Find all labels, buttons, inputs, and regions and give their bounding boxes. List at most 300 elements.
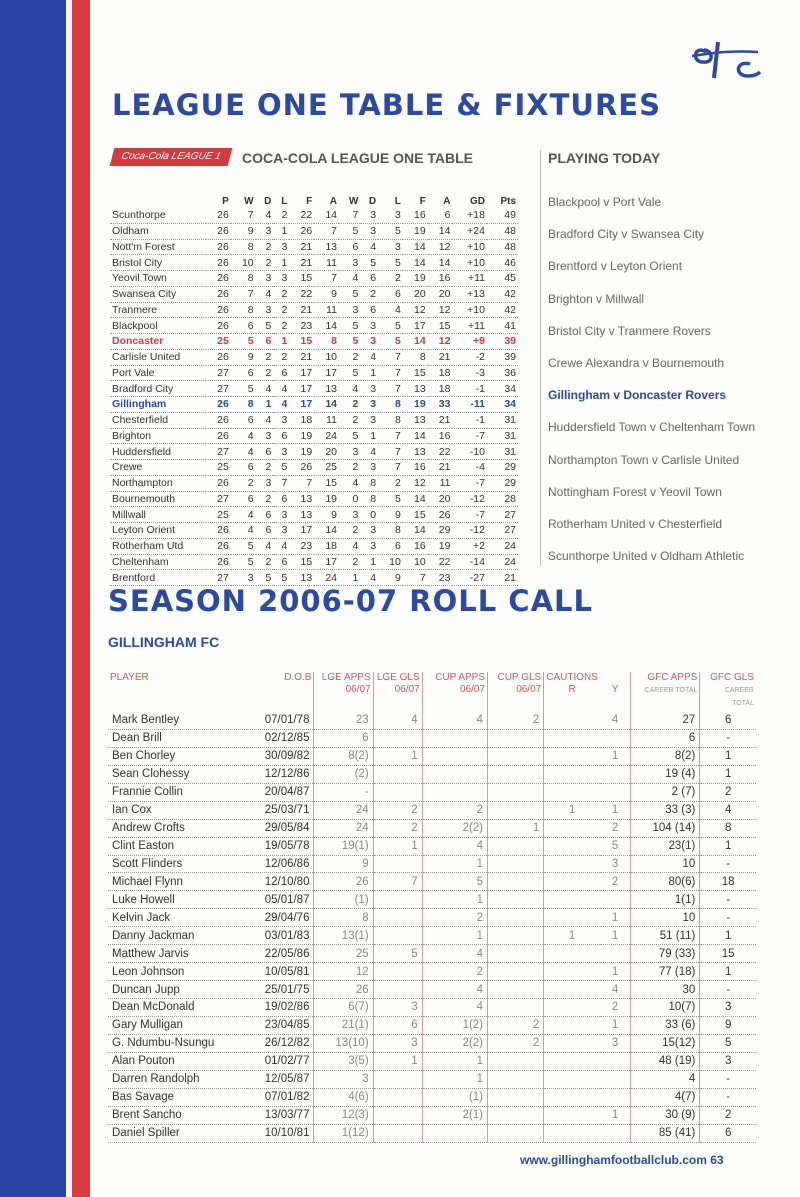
cup-apps: 1 bbox=[422, 1070, 487, 1088]
player-name: Andrew Crofts bbox=[108, 819, 247, 837]
league-cell: 15 bbox=[289, 271, 314, 287]
league-cell: 5 bbox=[378, 255, 403, 271]
league-cell: +24 bbox=[452, 223, 487, 239]
player-row bbox=[108, 729, 756, 747]
league-cell: 13 bbox=[403, 412, 428, 428]
league-cell: 7 bbox=[378, 428, 403, 444]
league-cell: -14 bbox=[452, 554, 487, 570]
league-col-12: GD bbox=[469, 195, 485, 207]
league-row bbox=[110, 223, 518, 239]
cautions-y bbox=[600, 783, 631, 801]
league-col-6: A bbox=[329, 195, 337, 207]
league-cell: 4 bbox=[378, 302, 403, 318]
league-cell: 27 bbox=[487, 507, 518, 523]
league-cell: 2 bbox=[256, 255, 274, 271]
cautions-y: 2 bbox=[600, 999, 631, 1017]
cup-gls bbox=[488, 1124, 544, 1142]
player-dob: 01/02/77 bbox=[247, 1052, 314, 1070]
league-cell: 3 bbox=[360, 381, 378, 397]
league-cell: 5 bbox=[339, 286, 360, 302]
player-row bbox=[108, 837, 756, 855]
cup-apps: 4 bbox=[422, 837, 487, 855]
league-cell: 21 bbox=[428, 349, 453, 365]
league-cell: 29 bbox=[487, 475, 518, 491]
league-cell: 3 bbox=[360, 318, 378, 334]
player-name: Kelvin Jack bbox=[108, 909, 247, 927]
league-cell: -12 bbox=[452, 491, 487, 507]
league-cell: +10 bbox=[452, 239, 487, 255]
league-col-3: D bbox=[264, 195, 272, 207]
league-cell: 6 bbox=[273, 428, 289, 444]
fixture-item: Northampton Town v Carlisle United bbox=[548, 452, 740, 467]
gfc-gls: - bbox=[700, 891, 756, 909]
league-row bbox=[110, 302, 518, 318]
league-cell: 26 bbox=[206, 286, 231, 302]
league-cell: 10 bbox=[231, 255, 256, 271]
league-cell: 26 bbox=[206, 397, 231, 413]
player-name: Daniel Spiller bbox=[108, 1124, 247, 1142]
gfc-gls: 1 bbox=[700, 747, 756, 765]
lge-apps: 12(3) bbox=[314, 1106, 373, 1124]
league-cell: -2 bbox=[452, 349, 487, 365]
col-gfc-apps: GFC APPS CAREER TOTAL bbox=[631, 672, 700, 712]
team-name: Bournemouth bbox=[110, 491, 206, 507]
club-name: GILLINGHAM FC bbox=[108, 634, 220, 650]
league-cell: 3 bbox=[256, 475, 274, 491]
cup-gls bbox=[488, 747, 544, 765]
gfc-apps: 10 bbox=[631, 855, 700, 873]
league-cell: -11 bbox=[452, 397, 487, 413]
player-row bbox=[108, 1070, 756, 1088]
player-row bbox=[108, 1106, 756, 1124]
lge-apps: 6 bbox=[314, 729, 373, 747]
gfc-apps: 33 (3) bbox=[631, 801, 700, 819]
cautions-r bbox=[544, 765, 600, 783]
gfc-apps: 77 (18) bbox=[631, 963, 700, 981]
league-cell: 16 bbox=[428, 271, 453, 287]
league-cell: 26 bbox=[206, 349, 231, 365]
gfc-apps: 10(7) bbox=[631, 999, 700, 1017]
fixture-item: Nottingham Forest v Yeovil Town bbox=[548, 484, 722, 499]
league-cell: 3 bbox=[273, 412, 289, 428]
playing-today-title: PLAYING TODAY bbox=[548, 150, 661, 166]
player-row bbox=[108, 981, 756, 999]
league-cell: 2 bbox=[256, 365, 274, 381]
gfc-gls: - bbox=[700, 1088, 756, 1106]
gfc-apps: 6 bbox=[631, 729, 700, 747]
league-cell: 5 bbox=[231, 554, 256, 570]
col-lge-gls: LGE GLS 06/07 bbox=[373, 672, 422, 712]
fixture-item: Brighton v Millwall bbox=[548, 291, 645, 306]
league-cell: 23 bbox=[428, 570, 453, 586]
league-cell: 7 bbox=[314, 271, 339, 287]
gfc-apps: 2 (7) bbox=[631, 783, 700, 801]
league-cell: 6 bbox=[231, 491, 256, 507]
league-row bbox=[110, 491, 518, 507]
fixtures-list bbox=[548, 188, 778, 574]
cautions-r bbox=[544, 1070, 600, 1088]
league-cell: 14 bbox=[403, 334, 428, 350]
league-cell: 2 bbox=[273, 349, 289, 365]
cautions-r bbox=[544, 981, 600, 999]
lge-gls: 5 bbox=[373, 945, 422, 963]
league-cell: 2 bbox=[256, 491, 274, 507]
gfc-apps: 33 (6) bbox=[631, 1016, 700, 1034]
league-cell: 2 bbox=[256, 554, 274, 570]
league-cell: 3 bbox=[339, 444, 360, 460]
league-cell: 23 bbox=[289, 538, 314, 554]
cup-gls bbox=[488, 801, 544, 819]
league-col-8: D bbox=[368, 195, 377, 207]
lge-apps: 4(6) bbox=[314, 1088, 373, 1106]
player-name: Frannie Collin bbox=[108, 783, 247, 801]
league-cell: 1 bbox=[360, 554, 378, 570]
team-name: Brighton bbox=[110, 428, 206, 444]
cautions-y: 4 bbox=[600, 712, 631, 729]
league-cell: 4 bbox=[339, 381, 360, 397]
league-cell: 1 bbox=[360, 365, 378, 381]
league-cell: 7 bbox=[231, 286, 256, 302]
page-title: LEAGUE ONE TABLE & FIXTURES bbox=[112, 88, 661, 122]
league-cell: 19 bbox=[428, 538, 453, 554]
league-cell: 13 bbox=[403, 381, 428, 397]
lge-apps: 24 bbox=[314, 819, 373, 837]
league-cell: 11 bbox=[314, 255, 339, 271]
fixture-item: Rotherham United v Chesterfield bbox=[548, 516, 723, 531]
lge-apps: 24 bbox=[314, 801, 373, 819]
league-cell: 7 bbox=[314, 223, 339, 239]
player-name: Darren Randolph bbox=[108, 1070, 247, 1088]
league-cell: 46 bbox=[487, 255, 518, 271]
player-name: Michael Flynn bbox=[108, 873, 247, 891]
league-cell: 7 bbox=[378, 444, 403, 460]
team-name: Gillingham bbox=[110, 397, 206, 413]
cup-gls bbox=[488, 729, 544, 747]
gfc-logo bbox=[688, 34, 764, 84]
league-cell: 16 bbox=[403, 208, 428, 223]
league-cell: 1 bbox=[273, 223, 289, 239]
cautions-r bbox=[544, 909, 600, 927]
gfc-gls: - bbox=[700, 981, 756, 999]
league-cell: 5 bbox=[378, 318, 403, 334]
league-cell: 6 bbox=[273, 365, 289, 381]
league-cell: 24 bbox=[314, 570, 339, 586]
league-cell: 26 bbox=[206, 255, 231, 271]
league-cell: 8 bbox=[378, 523, 403, 539]
gfc-gls: 1 bbox=[700, 963, 756, 981]
team-name: Huddersfield bbox=[110, 444, 206, 460]
lge-gls bbox=[373, 1070, 422, 1088]
league-cell: 3 bbox=[360, 538, 378, 554]
cautions-r bbox=[544, 873, 600, 891]
league-cell: 14 bbox=[314, 523, 339, 539]
player-row bbox=[108, 1124, 756, 1142]
league-cell: 14 bbox=[428, 223, 453, 239]
player-row bbox=[108, 712, 756, 729]
player-name: G. Ndumbu-Nsungu bbox=[108, 1034, 247, 1052]
league-cell: 14 bbox=[403, 523, 428, 539]
cautions-r bbox=[544, 837, 600, 855]
league-cell: 21 bbox=[289, 302, 314, 318]
cup-gls bbox=[488, 1106, 544, 1124]
team-name: Leyton Orient bbox=[110, 523, 206, 539]
gfc-gls: - bbox=[700, 1070, 756, 1088]
league-cell: 26 bbox=[428, 507, 453, 523]
gfc-apps: 10 bbox=[631, 909, 700, 927]
gfc-gls: 8 bbox=[700, 819, 756, 837]
league-cell: 3 bbox=[378, 239, 403, 255]
league-col-10: F bbox=[419, 195, 426, 207]
cup-gls: 2 bbox=[488, 1034, 544, 1052]
league-cell: 5 bbox=[339, 428, 360, 444]
league-cell: 31 bbox=[487, 428, 518, 444]
league-cell: 7 bbox=[378, 381, 403, 397]
league-cell: -7 bbox=[452, 475, 487, 491]
cup-gls bbox=[488, 783, 544, 801]
league-cell: 5 bbox=[378, 491, 403, 507]
gfc-gls: - bbox=[700, 909, 756, 927]
league-cell: 5 bbox=[378, 334, 403, 350]
league-cell: 8 bbox=[314, 334, 339, 350]
league-cell: 5 bbox=[256, 318, 274, 334]
league-cell: 22 bbox=[428, 444, 453, 460]
league-cell: -7 bbox=[452, 507, 487, 523]
lge-gls: 7 bbox=[373, 873, 422, 891]
league-cell: 3 bbox=[360, 223, 378, 239]
league-cell: 31 bbox=[487, 412, 518, 428]
gfc-gls: 18 bbox=[700, 873, 756, 891]
team-name: Rotherham Utd bbox=[110, 538, 206, 554]
team-name: Port Vale bbox=[110, 365, 206, 381]
col-cup-gls: CUP GLS 06/07 bbox=[488, 672, 544, 712]
league-cell: 16 bbox=[403, 538, 428, 554]
league-cell: 3 bbox=[256, 302, 274, 318]
league-cell: 3 bbox=[273, 271, 289, 287]
league-cell: 7 bbox=[378, 349, 403, 365]
league-cell: 5 bbox=[231, 538, 256, 554]
league-cell: 6 bbox=[256, 334, 274, 350]
player-name: Danny Jackman bbox=[108, 927, 247, 945]
lge-apps: 1(12) bbox=[314, 1124, 373, 1142]
cup-apps: 1 bbox=[422, 891, 487, 909]
lge-apps: 12 bbox=[314, 963, 373, 981]
league-cell: 19 bbox=[289, 428, 314, 444]
team-name: Chesterfield bbox=[110, 412, 206, 428]
fixture-item: Crewe Alexandra v Bournemouth bbox=[548, 355, 725, 370]
league-cell: 14 bbox=[403, 491, 428, 507]
league-cell: 8 bbox=[378, 397, 403, 413]
league-cell: 2 bbox=[339, 397, 360, 413]
player-name: Clint Easton bbox=[108, 837, 247, 855]
league-cell: 2 bbox=[231, 475, 256, 491]
league-cell: +18 bbox=[452, 208, 487, 223]
league-cell: 7 bbox=[289, 475, 314, 491]
gfc-apps: 30 bbox=[631, 981, 700, 999]
lge-apps: 26 bbox=[314, 981, 373, 999]
league-cell: 8 bbox=[378, 412, 403, 428]
league-row bbox=[110, 444, 518, 460]
league-row bbox=[110, 286, 518, 302]
cup-apps: 2 bbox=[422, 963, 487, 981]
fixture-item: Huddersfield Town v Cheltenham Town bbox=[548, 420, 756, 435]
league-cell: 3 bbox=[256, 223, 274, 239]
lge-apps: 8 bbox=[314, 909, 373, 927]
player-row bbox=[108, 909, 756, 927]
player-dob: 10/10/81 bbox=[247, 1124, 314, 1142]
player-row bbox=[108, 1034, 756, 1052]
league-cell: 4 bbox=[256, 538, 274, 554]
league-cell: 26 bbox=[289, 460, 314, 476]
league-cell: 2 bbox=[273, 286, 289, 302]
league-cell: 19 bbox=[289, 444, 314, 460]
league-cell: 2 bbox=[339, 412, 360, 428]
cup-gls: 2 bbox=[488, 712, 544, 729]
league-cell: 9 bbox=[314, 286, 339, 302]
cautions-r bbox=[544, 945, 600, 963]
league-cell: 18 bbox=[289, 412, 314, 428]
league-cell: 5 bbox=[273, 460, 289, 476]
league-cell: 21 bbox=[428, 412, 453, 428]
player-dob: 23/04/85 bbox=[247, 1016, 314, 1034]
col-cautions-y: Y bbox=[611, 684, 619, 695]
league-row bbox=[110, 397, 518, 413]
cautions-y: 3 bbox=[600, 1034, 631, 1052]
league-cell: 3 bbox=[273, 444, 289, 460]
cautions-r bbox=[544, 963, 600, 981]
league-cell: 9 bbox=[378, 570, 403, 586]
league-cell: 9 bbox=[314, 507, 339, 523]
league-cell: 8 bbox=[231, 302, 256, 318]
cup-apps: 5 bbox=[422, 873, 487, 891]
league-cell: 6 bbox=[231, 412, 256, 428]
roll-call-title: SEASON 2006-07 ROLL CALL bbox=[108, 584, 593, 618]
player-row bbox=[108, 927, 756, 945]
gfc-apps: 79 (33) bbox=[631, 945, 700, 963]
league-cell: 6 bbox=[360, 271, 378, 287]
lge-apps: 13(10) bbox=[314, 1034, 373, 1052]
league-cell: 7 bbox=[378, 365, 403, 381]
player-row bbox=[108, 945, 756, 963]
league-cell: 1 bbox=[273, 334, 289, 350]
cautions-y: 1 bbox=[600, 747, 631, 765]
lge-gls bbox=[373, 909, 422, 927]
lge-apps: 23 bbox=[314, 712, 373, 729]
league-col-9: L bbox=[394, 195, 401, 207]
cautions-r bbox=[544, 729, 600, 747]
league-cell: 6 bbox=[378, 538, 403, 554]
player-name: Brent Sancho bbox=[108, 1106, 247, 1124]
league-cell: 39 bbox=[487, 349, 518, 365]
league-cell: 1 bbox=[339, 570, 360, 586]
league-cell: 19 bbox=[314, 491, 339, 507]
lge-gls: 3 bbox=[373, 999, 422, 1017]
league-cell: 27 bbox=[206, 491, 231, 507]
team-name: Tranmere bbox=[110, 302, 206, 318]
lge-gls: 2 bbox=[373, 801, 422, 819]
league-cell: 5 bbox=[339, 223, 360, 239]
league-cell: -7 bbox=[452, 428, 487, 444]
league-cell: 4 bbox=[231, 444, 256, 460]
col-gfc-gls: GFC GLS CAREER TOTAL bbox=[700, 672, 756, 712]
gfc-apps: 4(7) bbox=[631, 1088, 700, 1106]
fixture-item: Bradford City v Swansea City bbox=[548, 227, 705, 242]
league-cell: +10 bbox=[452, 302, 487, 318]
league-row bbox=[110, 318, 518, 334]
league-cell: 42 bbox=[487, 286, 518, 302]
league-cell: 26 bbox=[206, 318, 231, 334]
league-cell: 17 bbox=[314, 554, 339, 570]
col-player: PLAYER bbox=[110, 672, 149, 683]
league-cell: +13 bbox=[452, 286, 487, 302]
league-cell: 27 bbox=[206, 444, 231, 460]
league-cell: 6 bbox=[231, 460, 256, 476]
league-cell: 1 bbox=[256, 397, 274, 413]
fixture-item: Brentford v Leyton Orient bbox=[548, 259, 683, 274]
league-col-5: F bbox=[306, 195, 313, 207]
lge-gls bbox=[373, 783, 422, 801]
player-name: Dean McDonald bbox=[108, 999, 247, 1017]
cup-apps bbox=[422, 747, 487, 765]
league-cell: 4 bbox=[231, 523, 256, 539]
footer-url[interactable]: www.gillinghamfootballclub.com bbox=[520, 1153, 707, 1167]
player-row bbox=[108, 801, 756, 819]
league-cell: +10 bbox=[452, 255, 487, 271]
cup-gls bbox=[488, 765, 544, 783]
cautions-r bbox=[544, 1034, 600, 1052]
league-cell: 4 bbox=[273, 538, 289, 554]
cup-gls bbox=[488, 837, 544, 855]
league-cell: 22 bbox=[289, 208, 314, 223]
team-name: Crewe bbox=[110, 460, 206, 476]
cautions-r bbox=[544, 855, 600, 873]
player-dob: 29/04/76 bbox=[247, 909, 314, 927]
league-cell: 27 bbox=[487, 523, 518, 539]
player-name: Dean Brill bbox=[108, 729, 247, 747]
player-name: Duncan Jupp bbox=[108, 981, 247, 999]
league-cell: 8 bbox=[403, 349, 428, 365]
league-cell: 34 bbox=[487, 381, 518, 397]
league-cell: 15 bbox=[289, 334, 314, 350]
league-cell: 17 bbox=[403, 318, 428, 334]
league-cell: 29 bbox=[487, 460, 518, 476]
league-cell: 7 bbox=[378, 460, 403, 476]
league-cell: 3 bbox=[378, 208, 403, 223]
league-col-1: P bbox=[222, 195, 229, 207]
league-cell: 4 bbox=[360, 570, 378, 586]
league-cell: 4 bbox=[360, 239, 378, 255]
league-row bbox=[110, 239, 518, 255]
gfc-apps: 85 (41) bbox=[631, 1124, 700, 1142]
league-cell: -12 bbox=[452, 523, 487, 539]
col-lge-apps: LGE APPS 06/07 bbox=[314, 672, 373, 712]
league-cell: 2 bbox=[339, 554, 360, 570]
league-cell: 2 bbox=[273, 208, 289, 223]
cup-apps: 4 bbox=[422, 981, 487, 999]
league-cell: 25 bbox=[206, 507, 231, 523]
league-cell: 3 bbox=[231, 570, 256, 586]
lge-apps: 13(1) bbox=[314, 927, 373, 945]
league-cell: 4 bbox=[339, 538, 360, 554]
league-cell: -27 bbox=[452, 570, 487, 586]
team-name: Millwall bbox=[110, 507, 206, 523]
league-cell: 3 bbox=[360, 412, 378, 428]
lge-gls bbox=[373, 927, 422, 945]
lge-gls bbox=[373, 765, 422, 783]
cup-gls bbox=[488, 981, 544, 999]
league-col-13: Pts bbox=[500, 195, 516, 207]
league-cell: 12 bbox=[428, 302, 453, 318]
league-cell: 26 bbox=[206, 523, 231, 539]
